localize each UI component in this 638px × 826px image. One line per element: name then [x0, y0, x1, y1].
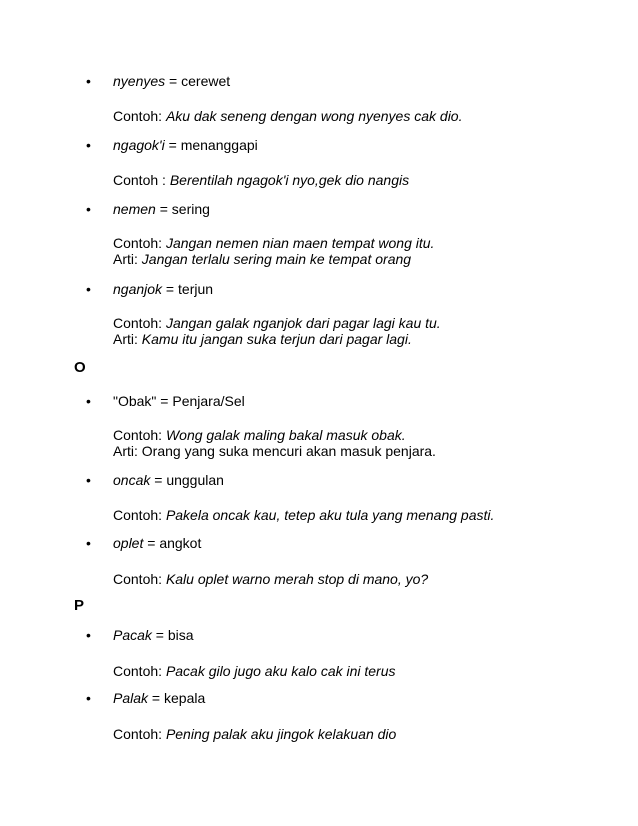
meaning: cerewet — [181, 73, 231, 89]
example-line — [91, 108, 611, 124]
arti-text: Kamu itu jangan suka terjun dari pagar lagi. — [141, 331, 412, 347]
arti-prefix: Arti: — [113, 251, 142, 267]
example-text: Pakela oncak kau, tetep aku tula yang menang pasti. — [165, 507, 495, 523]
arti-line — [91, 251, 611, 267]
bullet: • — [86, 535, 91, 551]
bullet: • — [86, 281, 91, 297]
example-line — [91, 663, 611, 679]
example-prefix: Contoh: — [113, 663, 166, 679]
separator: = — [155, 201, 172, 217]
list-item — [86, 471, 611, 523]
example-prefix: Contoh: — [113, 235, 166, 251]
example-text: Kalu oplet warno merah stop di mano, yo? — [165, 571, 429, 587]
arti-line — [91, 443, 611, 459]
term-line — [91, 471, 611, 489]
separator: = — [164, 137, 181, 153]
list-item — [86, 534, 611, 587]
term-line — [91, 136, 611, 154]
term: ngagok'i — [113, 137, 165, 153]
list-item — [86, 626, 611, 679]
example-text: Berentilah ngagok'i nyo,gek dio nangis — [169, 172, 410, 188]
bullet: • — [86, 393, 91, 409]
bullet: • — [86, 472, 91, 488]
meaning: unggulan — [166, 472, 224, 488]
arti-prefix: Arti: — [113, 331, 142, 347]
example-line — [91, 235, 611, 251]
list-item — [86, 72, 611, 124]
meaning: sering — [171, 201, 210, 217]
example-prefix: Contoh: — [113, 726, 166, 742]
term: nganjok — [113, 281, 163, 297]
example-text: Jangan nemen nian maen tempat wong itu. — [165, 235, 435, 251]
meaning: kepala — [164, 690, 206, 706]
example-text: Jangan galak nganjok dari pagar lagi kau tu. — [165, 315, 441, 331]
separator: = — [162, 281, 179, 297]
separator: = — [148, 690, 164, 706]
example-prefix: Contoh: — [113, 507, 166, 523]
list-item — [86, 200, 611, 267]
arti-text: Jangan terlalu sering main ke tempat orang — [141, 251, 412, 267]
example-line — [91, 571, 611, 587]
term: Pacak — [113, 627, 152, 643]
meaning: menanggapi — [180, 137, 258, 153]
example-line — [91, 427, 611, 443]
section-letter-o: O — [74, 359, 86, 376]
term-line — [91, 626, 611, 644]
bullet: • — [86, 201, 91, 217]
term: oncak — [113, 472, 151, 488]
term: Palak — [113, 690, 149, 706]
example-text: Aku dak seneng dengan wong nyenyes cak dio. — [165, 108, 463, 124]
bullet: • — [86, 690, 91, 706]
list-item — [86, 136, 611, 188]
list-item — [86, 280, 611, 347]
term-line — [91, 534, 611, 552]
term-line — [91, 689, 611, 707]
arti-text: Arti: Orang yang suka mencuri akan masuk penjara. — [113, 443, 436, 459]
term: nemen — [113, 201, 156, 217]
example-prefix: Contoh: — [113, 315, 166, 331]
example-prefix: Contoh : — [113, 172, 170, 188]
term: oplet — [113, 535, 144, 551]
example-text: Wong galak maling bakal masuk obak. — [165, 427, 406, 443]
bullet: • — [86, 73, 91, 89]
example-text: Pening palak aku jingok kelakuan dio — [165, 726, 397, 742]
meaning: bisa — [167, 627, 194, 643]
term-line — [91, 392, 611, 410]
term-line — [91, 200, 611, 218]
example-prefix: Contoh: — [113, 108, 166, 124]
example-line — [91, 726, 611, 742]
separator: = — [165, 73, 182, 89]
meaning: angkot — [159, 535, 202, 551]
term-definition: "Obak" = Penjara/Sel — [113, 393, 245, 409]
example-line — [91, 172, 611, 188]
section-letter-p: P — [74, 597, 85, 614]
bullet: • — [86, 137, 91, 153]
separator: = — [150, 472, 167, 488]
example-line — [91, 507, 611, 523]
separator: = — [143, 535, 160, 551]
separator: = — [151, 627, 168, 643]
arti-line — [91, 331, 611, 347]
example-prefix: Contoh: — [113, 427, 166, 443]
term-line — [91, 280, 611, 298]
example-text: Pacak gilo jugo aku kalo cak ini terus — [165, 663, 396, 679]
example-line — [91, 315, 611, 331]
term: nyenyes — [113, 73, 166, 89]
term-line — [91, 72, 611, 90]
bullet: • — [86, 627, 91, 643]
meaning: terjun — [178, 281, 214, 297]
list-item — [86, 689, 611, 742]
list-item — [86, 392, 611, 459]
example-prefix: Contoh: — [113, 571, 166, 587]
